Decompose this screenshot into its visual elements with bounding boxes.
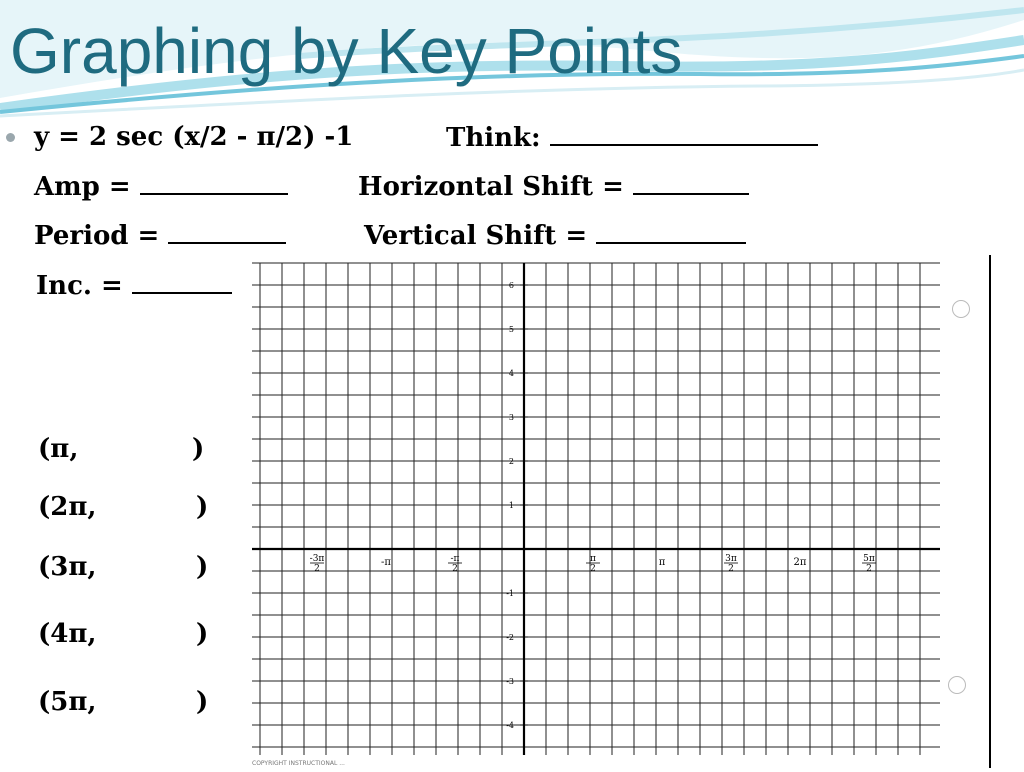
point-label: (2π,: [38, 492, 97, 522]
key-point-3: [38, 552, 209, 582]
x-tick-label: 5π: [863, 554, 875, 564]
x-tick-label: π: [658, 557, 666, 568]
amp-label: Amp =: [34, 172, 131, 202]
punch-mark-icon: [948, 676, 966, 694]
y-tick-label: 5: [508, 325, 514, 334]
period-line: [34, 220, 286, 251]
x-tick-label: π: [590, 554, 596, 564]
x-tick-label: 3π: [725, 554, 737, 564]
point-label: (π,: [38, 434, 79, 464]
x-tick-label: 2π: [793, 557, 807, 568]
think-line: [446, 122, 818, 153]
x-tick-label: 2: [590, 564, 596, 574]
graph-grid: [248, 255, 993, 768]
punch-mark-icon: [952, 300, 970, 318]
key-point-2: [38, 492, 209, 522]
point-close: ): [192, 434, 205, 464]
think-label: Think:: [446, 123, 541, 153]
amp-blank[interactable]: [140, 171, 288, 195]
paper-footer-text: COPYRIGHT INSTRUCTIONAL ...: [252, 760, 345, 767]
x-tick-label: -π: [381, 557, 391, 568]
x-tick-label: -π: [450, 554, 460, 564]
vshift-label: Vertical Shift =: [364, 221, 588, 251]
period-blank[interactable]: [168, 220, 286, 244]
point-close: ): [196, 552, 209, 582]
point-close: ): [196, 492, 209, 522]
hshift-line: [358, 171, 749, 202]
vshift-blank[interactable]: [596, 220, 746, 244]
hshift-blank[interactable]: [633, 171, 749, 195]
inc-label: Inc. =: [36, 271, 123, 301]
vshift-line: [364, 220, 746, 251]
inc-blank[interactable]: [132, 270, 232, 294]
equation-line: [34, 122, 353, 152]
hshift-label: Horizontal Shift =: [358, 172, 624, 202]
y-tick-label: 3: [508, 413, 514, 422]
think-blank[interactable]: [550, 122, 818, 146]
point-label: (4π,: [38, 619, 97, 649]
y-tick-label: -2: [506, 633, 514, 642]
point-label: (5π,: [38, 687, 97, 717]
y-tick-label: 6: [508, 281, 514, 290]
x-tick-label: -3π: [309, 554, 325, 564]
y-tick-label: -1: [506, 589, 514, 598]
key-point-1: [38, 434, 205, 464]
key-point-4: [38, 619, 209, 649]
amp-line: [34, 171, 288, 202]
equation-text: y = 2 sec (x/2 - π/2) -1: [34, 122, 354, 152]
point-close: ): [196, 619, 209, 649]
key-point-5: [38, 687, 209, 717]
period-label: Period =: [34, 221, 160, 251]
x-tick-label: 2: [314, 564, 320, 574]
y-tick-label: 1: [508, 501, 514, 510]
y-tick-label: 2: [508, 457, 514, 466]
inc-line: [36, 270, 232, 301]
point-label: (3π,: [38, 552, 97, 582]
graph-paper[interactable]: [248, 255, 993, 768]
y-tick-label: -3: [506, 677, 514, 686]
x-tick-label: 2: [728, 564, 734, 574]
y-tick-label: -4: [506, 721, 514, 730]
point-close: ): [196, 687, 209, 717]
bullet-dot-icon: [6, 133, 15, 142]
x-tick-label: 2: [452, 564, 458, 574]
y-tick-label: 4: [508, 369, 514, 378]
slide-title: Graphing by Key Points: [10, 15, 683, 87]
x-tick-label: 2: [866, 564, 872, 574]
